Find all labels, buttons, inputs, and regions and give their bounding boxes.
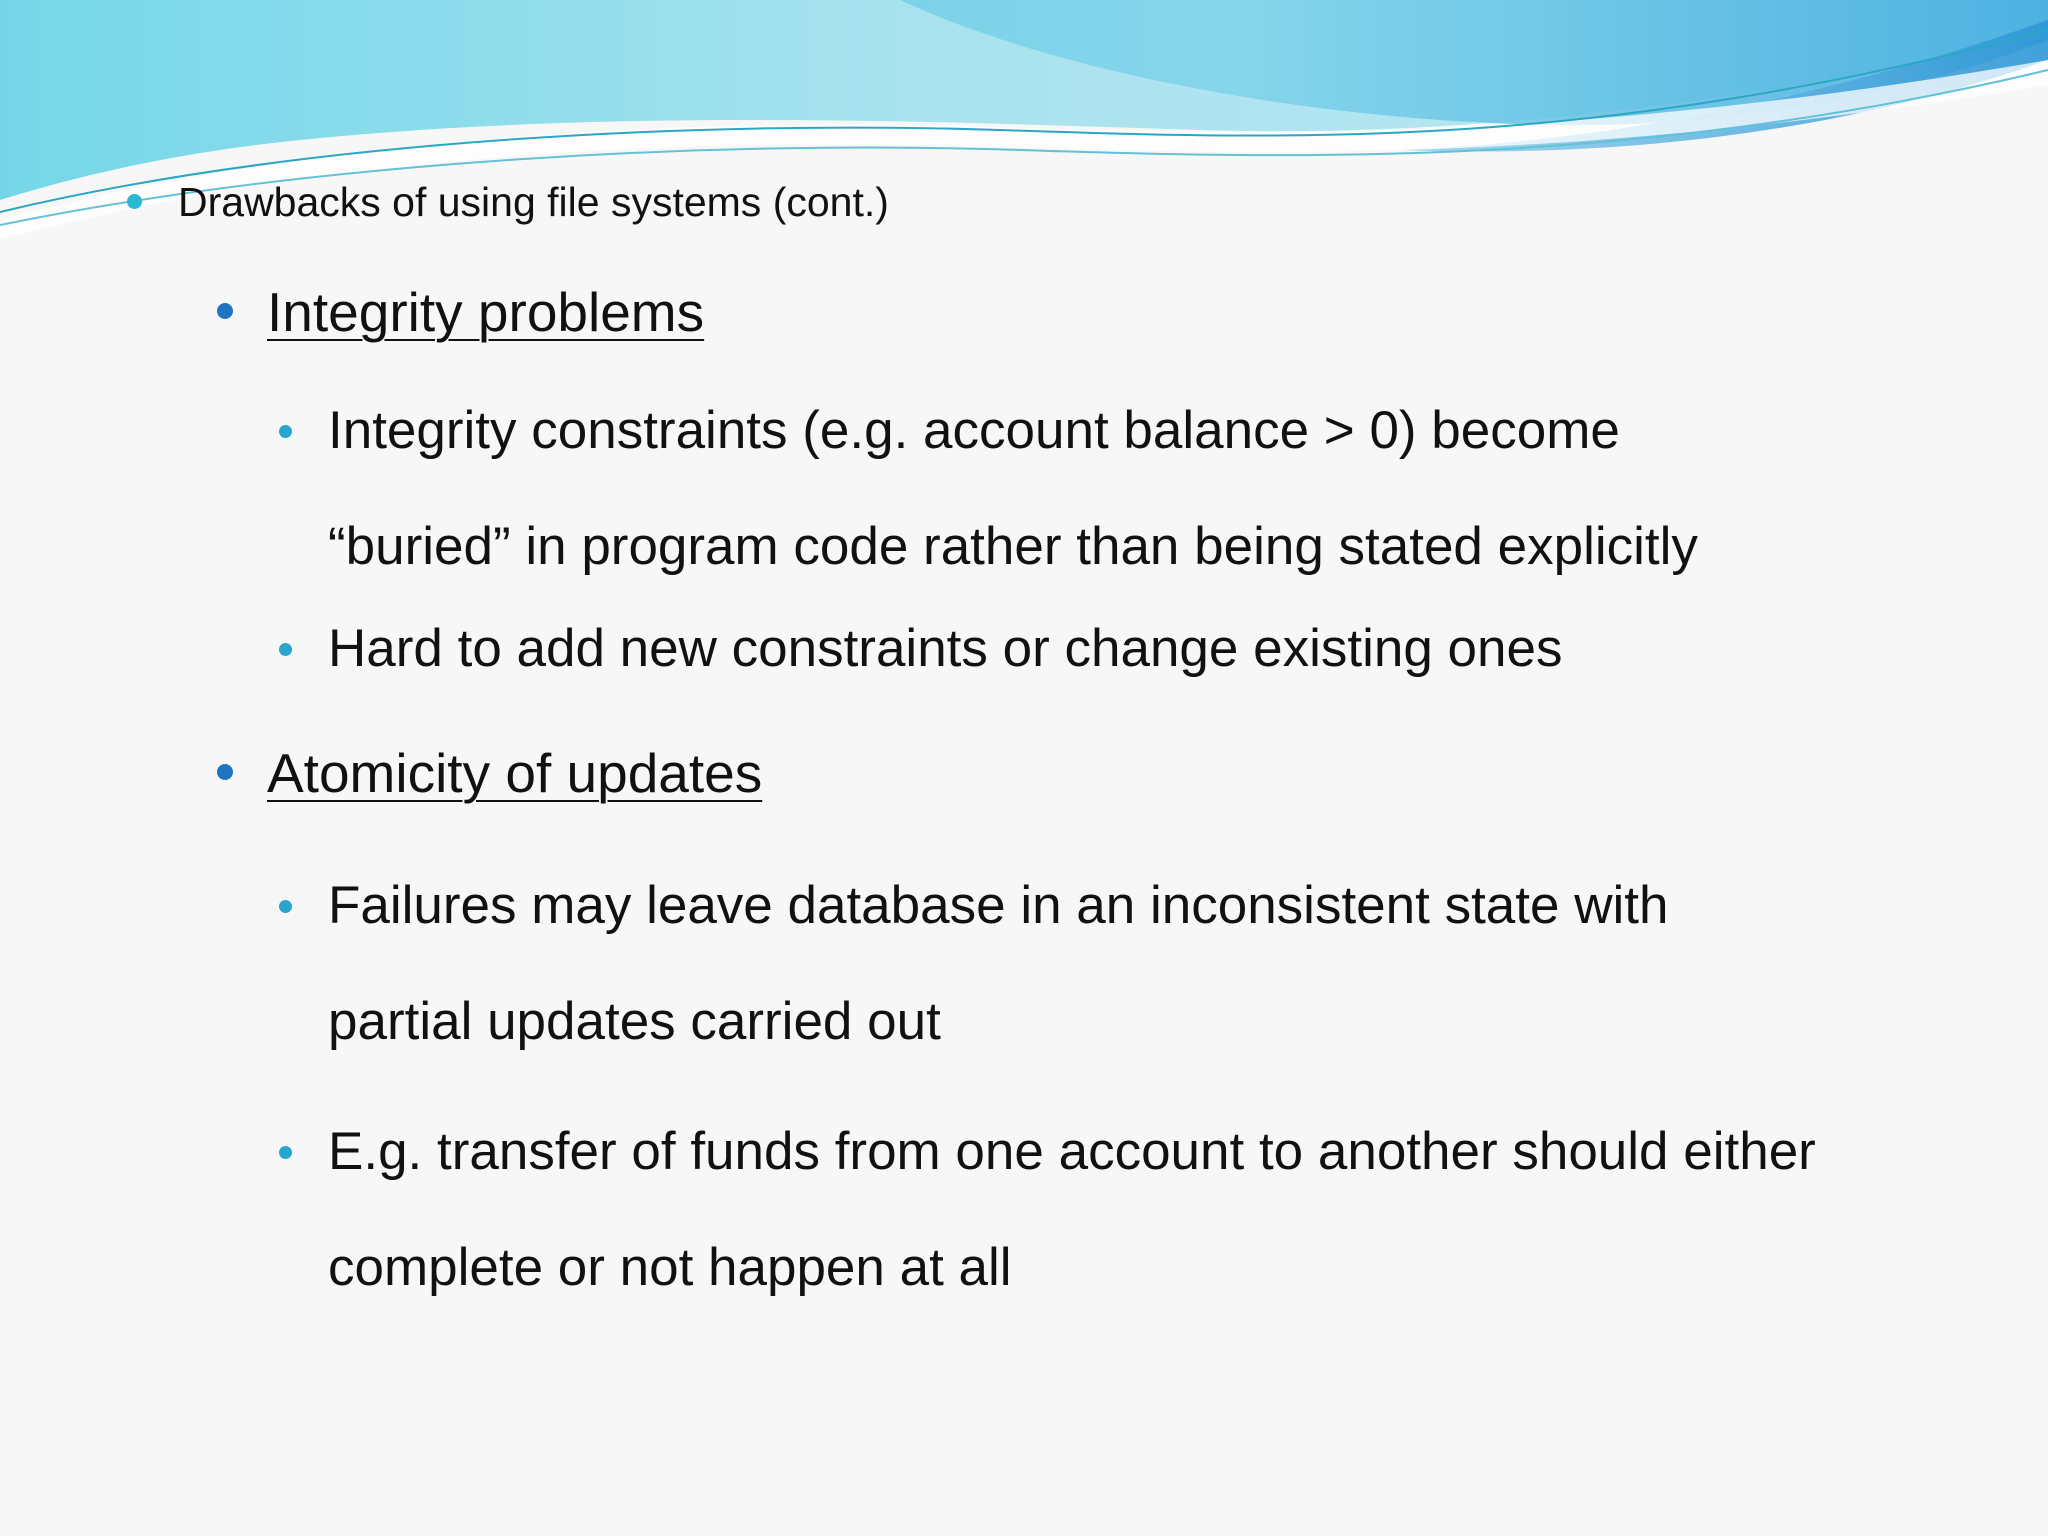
bullet-text bbox=[328, 1094, 1816, 1326]
bullet-text bbox=[328, 373, 1698, 605]
section-title-atomicity: Atomicity of updates bbox=[267, 742, 763, 804]
list-item bbox=[279, 876, 1668, 1080]
bullet-line: E.g. transfer of funds from one account to another should either bbox=[328, 1122, 1816, 1181]
bullet-dot bbox=[217, 303, 233, 319]
slide-heading: Drawbacks of using file systems (cont.) bbox=[178, 179, 889, 225]
section-title-integrity: Integrity problems bbox=[267, 281, 705, 343]
heading-bullet-item bbox=[127, 180, 889, 224]
bullet-line: Hard to add new constraints or change existing ones bbox=[328, 619, 1563, 678]
bullet-line: partial updates carried out bbox=[328, 992, 941, 1051]
bullet-text bbox=[328, 591, 1562, 707]
bullet-text bbox=[328, 848, 1668, 1080]
bullet-dot bbox=[279, 643, 292, 656]
section-title-item bbox=[217, 742, 762, 804]
bullet-line: complete or not happen at all bbox=[328, 1238, 1012, 1297]
bullet-dot bbox=[217, 764, 233, 780]
bullet-line: Failures may leave database in an inconsistent state with bbox=[328, 876, 1669, 935]
bullet-line: Integrity constraints (e.g. account balance > 0) become bbox=[328, 401, 1620, 460]
bullet-dot bbox=[279, 425, 292, 438]
list-item bbox=[279, 619, 1562, 707]
list-item bbox=[279, 401, 1698, 605]
section-title-item bbox=[217, 281, 704, 343]
bullet-dot bbox=[279, 1146, 292, 1159]
list-item bbox=[279, 1122, 1816, 1326]
bullet-line: “buried” in program code rather than being stated explicitly bbox=[328, 517, 1698, 576]
bullet-dot bbox=[127, 194, 142, 209]
bullet-dot bbox=[279, 900, 292, 913]
